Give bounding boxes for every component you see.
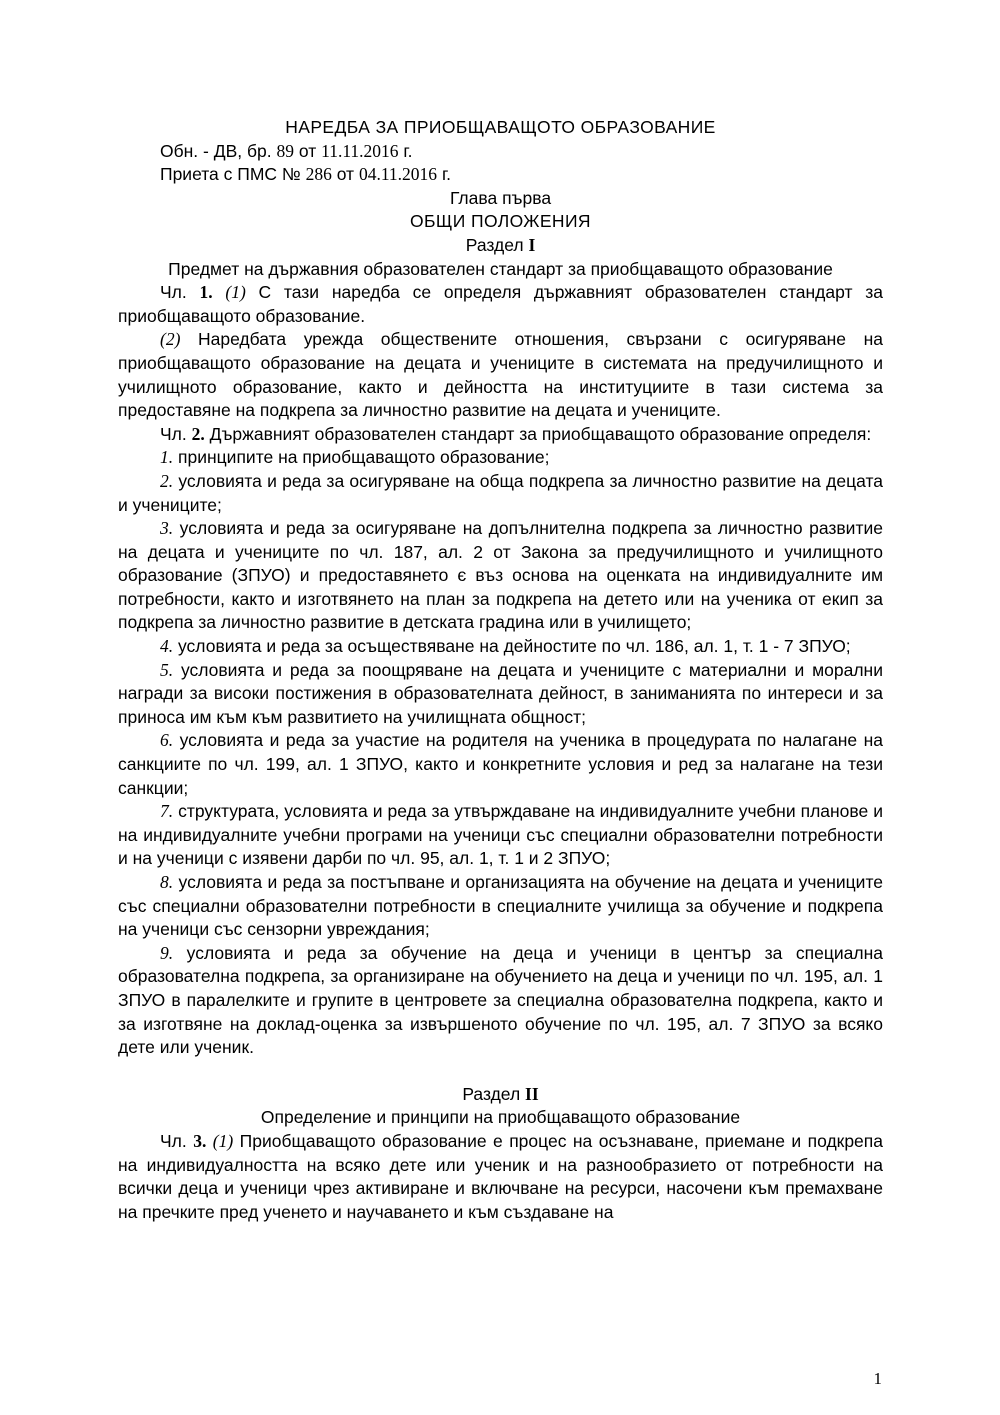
chapter-title: ОБЩИ ПОЛОЖЕНИЯ <box>410 211 591 232</box>
item-number: 6. <box>160 730 174 751</box>
list-item <box>118 635 883 659</box>
publication-issue: 89 <box>276 140 294 161</box>
article-3-paragraph-1 <box>118 1130 883 1224</box>
adoption-prefix: Приета с ПМС № <box>160 164 301 185</box>
document-title: НАРЕДБА ЗА ПРИОБЩАВАЩОТО ОБРАЗОВАНИЕ <box>285 117 716 137</box>
article-prefix: Чл. <box>160 282 187 303</box>
list-item <box>118 942 883 1060</box>
publication-date: 11.11.2016 <box>321 140 399 161</box>
paragraph-number: (2) <box>160 329 181 350</box>
item-number: 5. <box>160 659 174 680</box>
item-number: 2. <box>160 470 174 491</box>
section-label: Раздел <box>462 1083 521 1104</box>
article-2-intro <box>118 423 883 447</box>
adoption-suffix: г. <box>441 164 452 185</box>
item-number: 4. <box>160 636 174 657</box>
paragraph-text: Наредбата урежда обществените отношения, свързани с осигуряване на приобщаващото образование на децата и учениците в системата на предучилищното и училищното образование, както и дейността на институциите в тази система за предоставяне на подкрепа за личностно развитие на децата и учениците. <box>118 329 883 421</box>
item-number: 3. <box>160 518 174 539</box>
article-1-paragraph-2 <box>118 328 883 422</box>
item-text: принципите на приобщаващото образование; <box>178 447 550 468</box>
paragraph-text: С тази наредба се определя държавният образователен стандарт за приобщаващото образование. <box>118 282 883 326</box>
section-number: II <box>525 1083 539 1104</box>
article-prefix: Чл. <box>160 1130 187 1151</box>
list-item <box>118 871 883 942</box>
item-text: условията и реда за участие на родителя на ученика в процедурата по налагане на санкциите по чл. 199, ал. 1 ЗПУО, както и конкретните условия и ред за налагане на тези санкции; <box>118 730 883 798</box>
item-text: условията и реда за осигуряване на допълнителна подкрепа за личностно развитие на децата и учениците по чл. 187, ал. 2 от Закона за предучилищното и училищното образование (ЗПУО) и предоставянето є въз основа на оценката на индивидуалните им потребности, както и изготвянето на план за подкрепа на детето или на ученика от екип за подкрепа за личностно развитие в детската градина или в училището; <box>118 518 883 633</box>
item-number: 7. <box>160 801 174 822</box>
section-title: Определение и принципи на приобщаващото образование <box>260 1107 741 1128</box>
list-item <box>118 800 883 871</box>
article-number: 2. <box>191 423 205 444</box>
section-number: I <box>528 234 536 255</box>
item-text: условията и реда за осигуряване на обща подкрепа за личностно развитие на децата и учениците; <box>118 470 883 515</box>
section-spacer <box>118 1060 883 1083</box>
list-item <box>118 729 883 800</box>
item-text: условията и реда за осъществяване на дейностите по чл. 186, ал. 1, т. 1 - 7 ЗПУО; <box>178 636 851 657</box>
adoption-number: 286 <box>305 164 332 185</box>
item-text: условията и реда за обучение на деца и ученици в център за специална образователна подкрепа, за организиране на обучението на деца и ученици по чл. 195, ал. 1 ЗПУО в паралелките и групите в центровете за специална образователна подкрепа, както и за изготвяне на доклад-оценка за извършеното обучение по чл. 195, ал. 7 ЗПУО за всяко дете или ученик. <box>118 942 883 1058</box>
adoption-from: от <box>336 164 355 185</box>
item-number: 9. <box>160 942 174 963</box>
paragraph-text: Приобщаващото образование е процес на осъзнаване, приемане и подкрепа на индивидуалността на всяко дете или ученик и на разнообразието от потребности на всички деца и ученици чрез активиране и включване на ресурси, насочени към премахване на пречките пред ученето и научаването и към създаване на <box>118 1130 883 1222</box>
item-text: условията и реда за постъпване и организацията на обучение на децата и учениците със специални образователни потребности в специалните училища за обучение и подкрепа на ученици със сензорни увреждания; <box>118 872 883 940</box>
list-item <box>118 659 883 730</box>
item-text: структурата, условията и реда за утвърждаване на индивидуалните учебни планове и на индивидуалните учебни програми на ученици със специални образователни потребности и на ученици с изявени дарби по чл. 95, ал. 1, т. 1 и 2 ЗПУО; <box>118 801 883 869</box>
section-heading <box>118 234 883 258</box>
document-page <box>118 116 883 1224</box>
chapter-heading: Глава първа <box>449 187 552 208</box>
publication-line <box>118 140 883 164</box>
list-item <box>118 446 883 470</box>
article-number: 1. <box>199 282 213 303</box>
item-text: условията и реда за поощряване на децата и учениците с материални и морални награди за високи постижения в образователната дейност, в заниманията по интереси и за приноса им към към развитието на училищната общност; <box>118 659 883 727</box>
section-title: Предмет на държавния образователен стандарт за приобщаващото образование <box>168 258 833 279</box>
list-item <box>118 470 883 517</box>
section-label: Раздел <box>465 234 524 255</box>
page-number: 1 <box>873 1369 882 1388</box>
item-number: 1. <box>160 447 174 468</box>
article-intro-text: Държавният образователен стандарт за приобщаващото образование определя: <box>209 423 872 444</box>
paragraph-number: (1) <box>212 1130 234 1151</box>
adoption-line <box>118 163 883 187</box>
adoption-date: 04.11.2016 <box>358 164 438 185</box>
paragraph-number: (1) <box>225 282 246 303</box>
article-number: 3. <box>193 1130 207 1151</box>
publication-from: от <box>298 140 317 161</box>
article-prefix: Чл. <box>160 423 187 444</box>
list-item <box>118 517 883 635</box>
publication-suffix: г. <box>403 140 413 161</box>
article-1-paragraph-1 <box>118 281 883 328</box>
section-heading <box>118 1083 883 1107</box>
item-number: 8. <box>160 872 174 892</box>
publication-prefix: Обн. - ДВ, бр. <box>160 140 272 161</box>
